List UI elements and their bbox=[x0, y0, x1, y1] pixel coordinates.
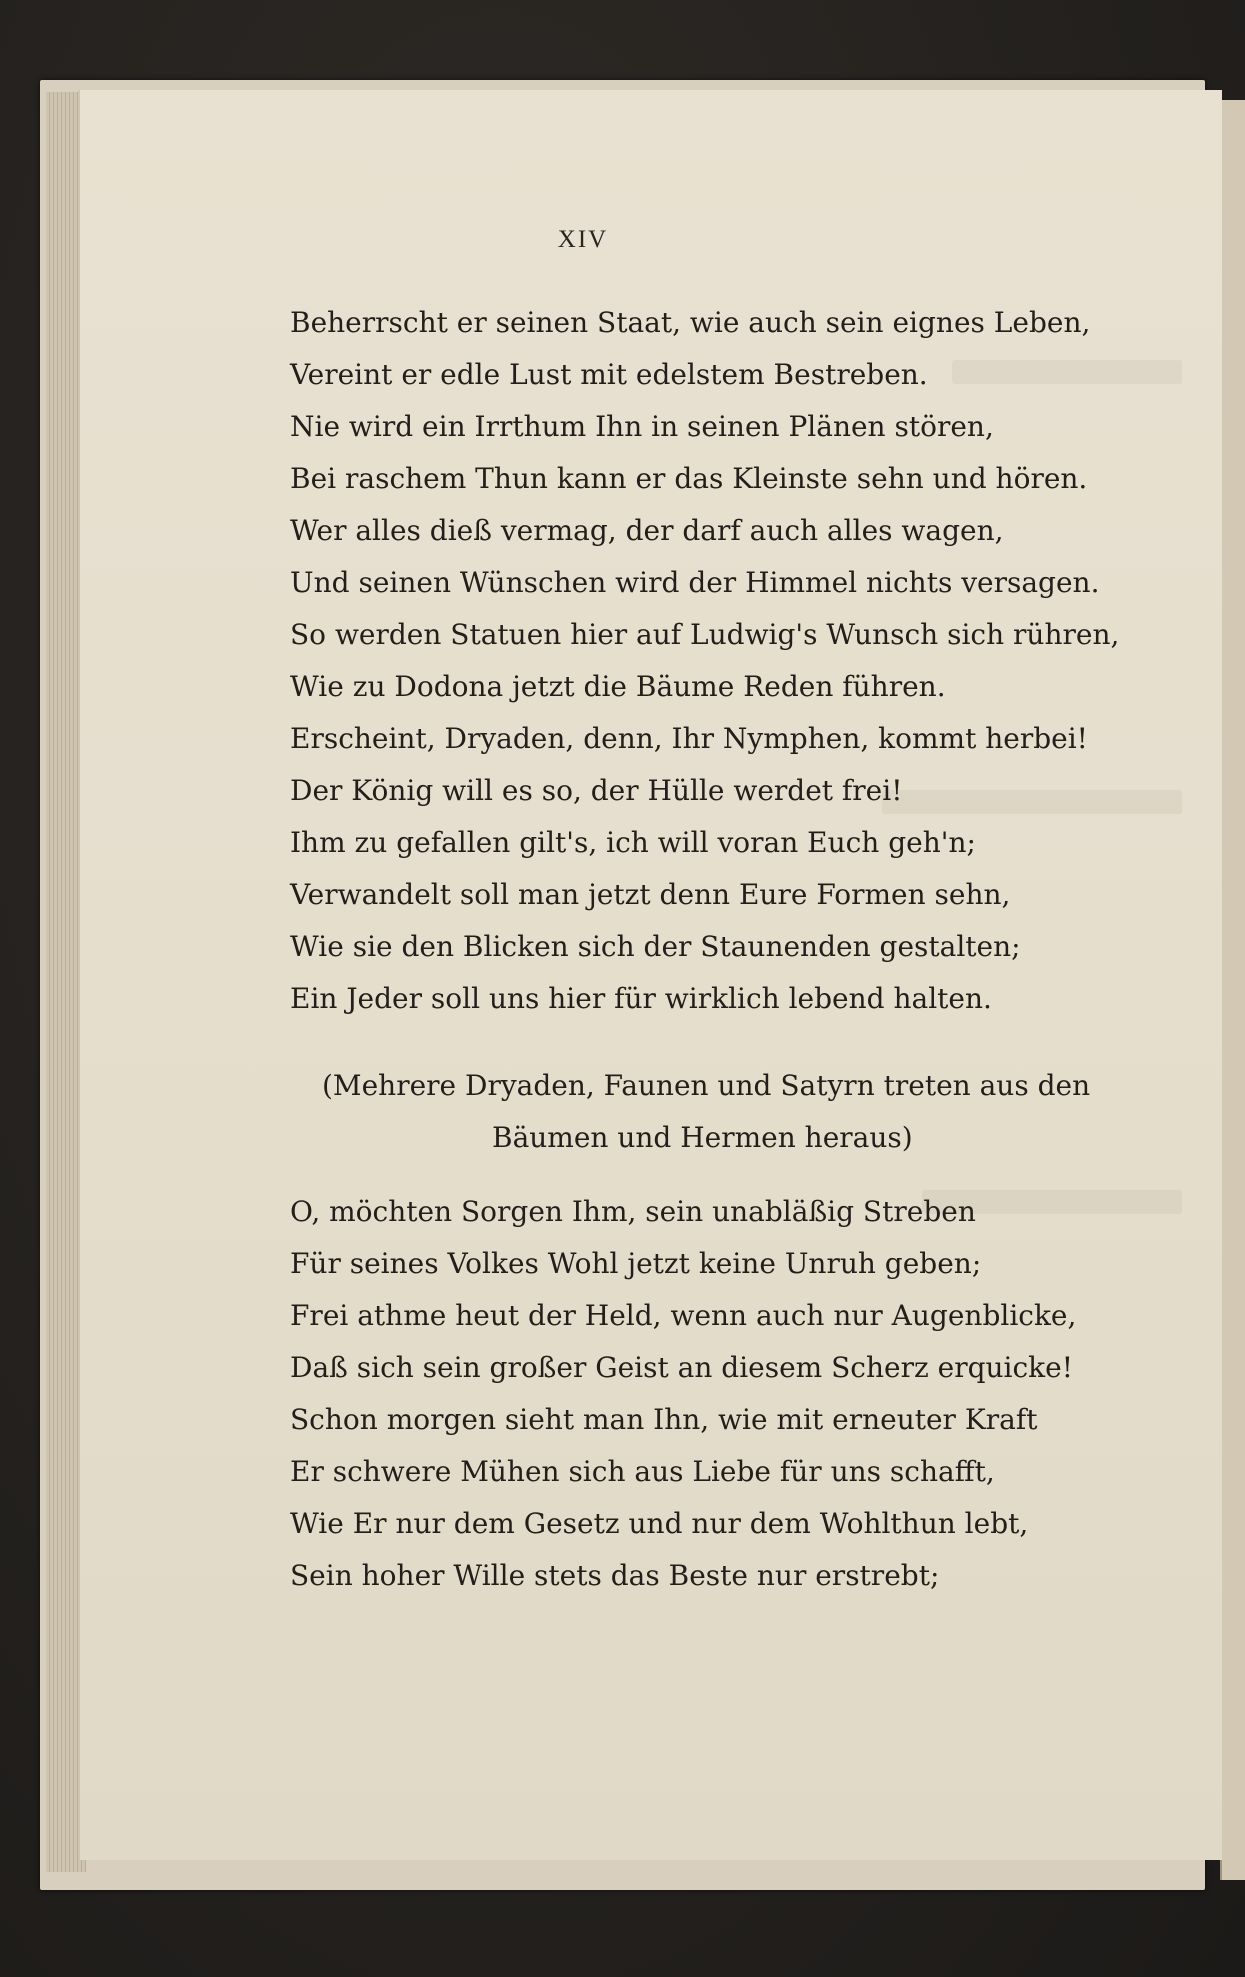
verse-line: Ihm zu gefallen gilt's, ich will voran Euch geh'n; bbox=[290, 826, 976, 859]
verse-line: Erscheint, Dryaden, denn, Ihr Nymphen, kommt herbei! bbox=[290, 722, 1088, 755]
stage-direction bbox=[322, 1060, 1102, 1164]
verse-line: Wie Er nur dem Gesetz und nur dem Wohlthun lebt, bbox=[290, 1507, 1029, 1540]
verse-line: Schon morgen sieht man Ihn, wie mit erneuter Kraft bbox=[290, 1403, 1038, 1436]
verse-line: Nie wird ein Irrthum Ihn in seinen Plänen stören, bbox=[290, 410, 994, 443]
verse-block-2 bbox=[290, 1186, 1120, 1602]
verse-line: Für seines Volkes Wohl jetzt keine Unruh geben; bbox=[290, 1247, 982, 1280]
verse-line: Wie zu Dodona jetzt die Bäume Reden führen. bbox=[290, 670, 946, 703]
verse-line: Vereint er edle Lust mit edelstem Bestreben. bbox=[290, 358, 928, 391]
stage-direction-line: Bäumen und Hermen heraus) bbox=[492, 1121, 913, 1154]
verse-line: So werden Statuen hier auf Ludwig's Wunsch sich rühren, bbox=[290, 618, 1120, 651]
verse-line: Sein hoher Wille stets das Beste nur erstrebt; bbox=[290, 1559, 940, 1592]
verse-line: Und seinen Wünschen wird der Himmel nichts versagen. bbox=[290, 566, 1100, 599]
verse-line: O, möchten Sorgen Ihm, sein unabläßig Streben bbox=[290, 1195, 976, 1228]
verse-line: Ein Jeder soll uns hier für wirklich lebend halten. bbox=[290, 982, 992, 1015]
verse-line: Wer alles dieß vermag, der darf auch alles wagen, bbox=[290, 514, 1004, 547]
page-number: XIV bbox=[557, 226, 609, 253]
stage-direction-line: (Mehrere Dryaden, Faunen und Satyrn treten aus den bbox=[322, 1069, 1091, 1102]
facing-page-edge bbox=[1220, 100, 1245, 1880]
verse-line: Wie sie den Blicken sich der Staunenden gestalten; bbox=[290, 930, 1021, 963]
verse-block-1 bbox=[290, 297, 1120, 1025]
verse-line: Verwandelt soll man jetzt denn Eure Formen sehn, bbox=[290, 878, 1011, 911]
verse-line: Der König will es so, der Hülle werdet frei! bbox=[290, 774, 903, 807]
verse-line: Beherrscht er seinen Staat, wie auch sein eignes Leben, bbox=[290, 306, 1091, 339]
verse-line: Daß sich sein großer Geist an diesem Scherz erquicke! bbox=[290, 1351, 1073, 1384]
verse-line: Frei athme heut der Held, wenn auch nur Augenblicke, bbox=[290, 1299, 1077, 1332]
verse-line: Er schwere Mühen sich aus Liebe für uns schafft, bbox=[290, 1455, 995, 1488]
verse-line: Bei raschem Thun kann er das Kleinste sehn und hören. bbox=[290, 462, 1088, 495]
